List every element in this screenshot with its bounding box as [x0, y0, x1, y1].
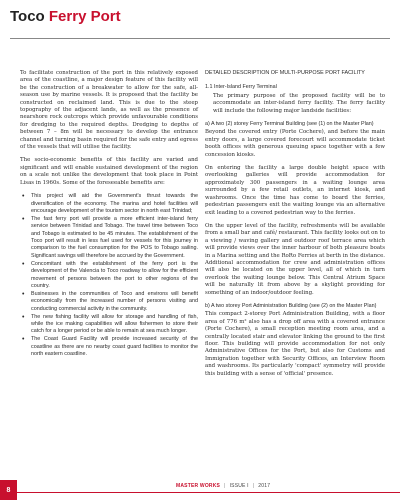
issue-label: ISSUE I	[229, 483, 249, 489]
benefits-intro: The socio-economic benefits of this facility are varied and significant and will enable sustained development of the region on a scale not unlike the development that took place in Point Lisas in 1960s. Some of the foreseeable benefits are:	[20, 157, 198, 186]
benefit-item: • Concomitant with the establishment of the ferry port is the development of the Valencia to Toco roadway to allow for the efficient movement of persons between the port to other regions of the country.	[31, 261, 198, 291]
benefit-item: • This project will aid the Government's thrust towards the diversification of the economy. The marina and hotel facilities will encourage development of the tourism sector in north east Trinidad;	[31, 193, 198, 215]
benefit-item: • The new fishing facility will allow for storage and handling of fish, while the ice making capabilities will allow fishermen to store their catch for a longer period or be able to remain at sea much longer.	[31, 314, 198, 336]
item-a-paragraph: On the upper level of the facility, refreshments will be available from a small bar and café/ restaurant. This facility looks out on to a viewing / waving gallery and outdoor roof terrace area which will provide views over the inner harbour of both pleasure boats in a Marina setting and the RoRo Ferries at berth in the distance. Additional accommodation for crew and administration offices will also be located on the upper level, all of which in turn overlook the waiting lounge below. This Central Atrium Space will be naturally lit from above by a skylight providing for something of an indoor/outdoor feeling.	[205, 222, 385, 296]
item-a-label: a) A two (2) storey Ferry Terminal Building (see (1) on the Master Plan)	[205, 121, 374, 128]
footer-separator: |	[252, 483, 255, 489]
header-rule	[10, 38, 390, 39]
page-title	[10, 8, 121, 26]
footer-text	[176, 483, 270, 489]
left-column	[20, 70, 198, 359]
benefit-item: • Businesses in the communities of Toco and environs will benefit economically from the increased number of persons visiting and conducting commercial activity in the community.	[31, 291, 198, 313]
item-b-paragraph: This compact 2-storey Port Administration Building, with a floor area of 776 m² also has a drop off area with a covered entrance (Porte Cochere), a small reception meeting room area, and a centrally located stair and elevator linking the ground to the first floor. This building will provide accommodation for not only Administrative Offices for the Port, but also for Customs and Immigration together with Security Offices, an Interview Room and washrooms. Its particularly 'compact' symmetry will provide this building with a sense of 'official' presence.	[205, 311, 385, 377]
footer-separator: |	[224, 483, 226, 489]
footer-rule	[17, 492, 400, 493]
page-footer	[0, 480, 400, 500]
benefit-item: • The fast ferry port will provide a more efficient inter-island ferry service between Trinidad and Tobago. The travel time between Toco and Tobago is estimated to be 45 minutes. The establishment of the Toco port will result in less fuel used for vessels for this journey in comparison to the fuel consumption for the POS to Tobago sailing. Significant savings will therefore be accrued by the Government.	[31, 216, 198, 260]
section-heading: DETAILED DESCRIPTION OF MULTI-PURPOSE PORT FACILITY	[205, 70, 365, 76]
page-number: 8	[0, 480, 17, 500]
title-accent: Ferry Port	[48, 8, 121, 25]
year-label: 2017	[258, 483, 271, 489]
intro-paragraph: To facilitate construction of the port in this relatively exposed area of the coastline, a major design feature of this facility will be the construction of a breakwater to allow for the safe, all-season use by marine vessels. It is proposed that the facility be constructed on reclaimed land. This is due to the steep topography of the adjacent lands, as well as the presence of nearshore rock outcrops which provide unfavourable conditions for dredging to the required depths. Dredging to depths of between 7 – 8m will be necessary to develop the entrance channel and turning basin required for the safe entry and egress of the vessels that will utilise the facility.	[20, 70, 198, 151]
item-a-paragraph: On entering the facility a large double height space with overlooking galleries will provide accommodation for approximately 300 passengers in a waiting lounge area surrounded by a few retail outlets, an internet kiosk, and washrooms. Once the time has come to board the ferries, pedestrian passengers exit the waiting lounge via an alternative exit leading to a covered pedestrian way to the ferries.	[205, 165, 385, 216]
benefit-item: • The Coast Guard Facility will provide increased security of the coastline as there are no nearby coast guard facilities to monitor the north eastern coastline.	[31, 336, 198, 358]
item-b-label: b) A two storey Port Administration Building (see (2) on the Master Plan)	[205, 302, 377, 309]
right-column	[205, 70, 385, 384]
title-main: Toco	[10, 8, 49, 25]
magazine-name: MASTER WORKS	[176, 483, 221, 489]
benefits-list	[20, 193, 198, 358]
subsection-text: The primary purpose of the proposed facility will be to accommodate an inter-island ferry facility. The ferry facility will include the following major landside facilities:	[213, 92, 385, 114]
item-a-paragraph: Beyond the covered entry (Porte Cochere), and before the main entry doors, a large covered forecourt will accommodate ticket booth offices with generous queuing space together with a few concession kiosks.	[205, 129, 385, 158]
subsection-label: 1.1 Inter-Island Ferry Terminal	[205, 84, 277, 91]
